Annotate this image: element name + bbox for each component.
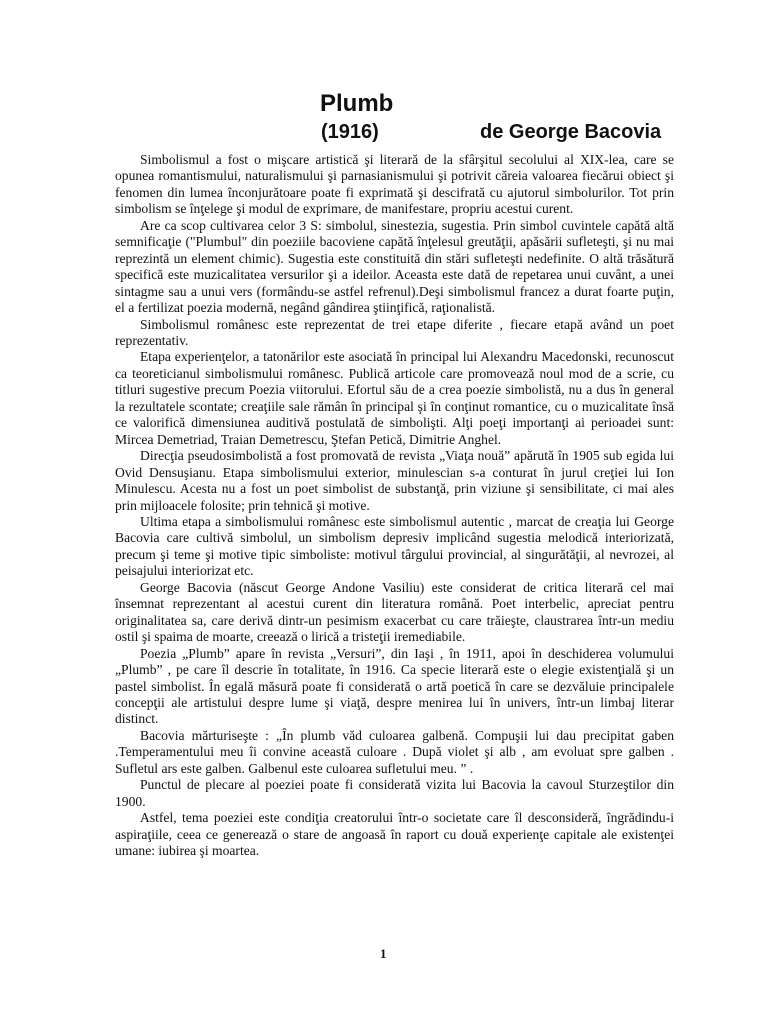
document-year: (1916) [321, 121, 379, 143]
paragraph-2: Are ca scop cultivarea celor 3 S: simbolul, sinestezia, sugestia. Prin simbol cuvintele capătă altă semnificaţie ("Plumbul" din poeziile bacoviene capătă înţelesul greutăţii, apăsării sufleteşti, şi nu mai reprezintă un element chimic). Sugestia este constituită din stări sufleteşti nedefinite. O altă trăsătură specifică este muzicalitatea versurilor şi a ideilor. Aceasta este dată de repetarea unui cuvânt, a unei sintagme sau a unui vers (formându-se astfel refrenul).Deşi simbolismul francez a durat foarte puţin, el a fertilizat poezia modernă, negând gândirea ştiinţifică, raţionalistă. [115, 217, 674, 316]
document-author: de George Bacovia [480, 121, 662, 143]
paragraph-9: Bacovia mărturiseşte : „În plumb văd culoarea galbenă. Compuşii lui dau precipitat gaben .Temperamentului meu îi convine această culoare . După violet şi alb , am evoluat spre galben . Sufletul ars este galben. Galbenul este culoarea sufletului meu. ” . [115, 727, 674, 776]
paragraph-5: Direcţia pseudosimbolistă a fost promovată de revista „Viaţa nouă” apărută în 1905 sub egida lui Ovid Densuşianu. Etapa simbolismului exterior, minulescian s-a conturat în jurul creţiei lui Ion Minulescu. Acesta nu a fost un poet simbolist de substanţă, prin viziune şi sensibilitate, ci mai ales prin mijloacele folosite; prin tehnică şi motive. [115, 448, 674, 513]
paragraph-6: Ultima etapa a simbolismului românesc este simbolismul autentic , marcat de creaţia lui George Bacovia care cultivă simbolul, un simbolism depresiv implicând sugestia melodică interiorizată, precum şi teme şi motive tipic simboliste: motivul târgului provincial, al singurătăţii, al nevrozei, al peisajului interiorizat etc. [115, 513, 674, 579]
document-body [115, 152, 674, 859]
paragraph-10: Punctul de plecare al poeziei poate fi considerată vizita lui Bacovia la cavoul Sturzeştilor din 1900. [115, 777, 674, 809]
paragraph-7: George Bacovia (născut George Andone Vasiliu) este considerat de critica literară cel mai însemnat reprezentant al acestui curent din literatura română. Poet interbelic, apreciat pentru originalitatea sa, care derivă dintr-un pesimism exacerbat cu care trăieşte, claustrarea într-un mediu ostil şi spaima de moarte, creează o lirică a tristeţii iremediabile. [115, 579, 674, 645]
document-title: Plumb [320, 90, 394, 117]
paragraph-1: Simbolismul a fost o mişcare artistică şi literară de la sfârşitul secolului al XIX-lea, care se opunea romantismului, naturalismului şi parnasianismului şi potrivit căreia valoarea fiecărui obiect şi fenomen din lumea înconjurătoare poate fi exprimată şi descifrată cu ajutorul simbolurilor. Tot prin simbolism se înţelege şi modul de exprimare, de manifestare, propriu acestui curent. [115, 152, 674, 217]
paragraph-11: Astfel, tema poeziei este condiţia creatorului într-o societate care îl desconsideră, îngrădindu-i aspiraţiile, ceea ce generează o stare de angoasă în raport cu două experienţe capitale ale existenţei umane: iubirea şi moartea. [115, 810, 674, 859]
paragraph-8: Poezia „Plumb” apare în revista „Versuri”, din Iaşi , în 1911, apoi în deschiderea volumului „Plumb” , pe care îl descrie în totalitate, în 1916. Ca specie literară este o elegie existenţială şi un pastel simbolist. În egală măsură poate fi considerată o artă poetică în care se dezvăluie principalele concepţii ale artistului despre lume şi viaţă, despre menirea lui în univers, într-un limbaj literar distinct. [115, 645, 674, 727]
paragraph-4: Etapa experienţelor, a tatonărilor este asociată în principal lui Alexandru Macedonski, recunoscut ca teoreticianul simbolismului românesc. Publică articole care promovează noul mod de a scrie, cu titluri sugestive precum Poezia viitorului. Efortul său de a crea poezie simbolistă, nu a dus în general la rezultatele scontate; creaţiile sale rămân în principal şi în conţinut romantice, cu o muzicalitate însă ce valorifică dimensiunea auditivă postulată de simbolişti. Alţi poeţi importanţi ai perioadei sunt: Mircea Demetriad, Traian Demetrescu, Ştefan Petică, Dimitrie Anghel. [115, 349, 674, 447]
paragraph-3: Simbolismul românesc este reprezentat de trei etape diferite , fiecare etapă având un poet reprezentativ. [115, 316, 674, 348]
page-number: 1 [380, 946, 387, 961]
